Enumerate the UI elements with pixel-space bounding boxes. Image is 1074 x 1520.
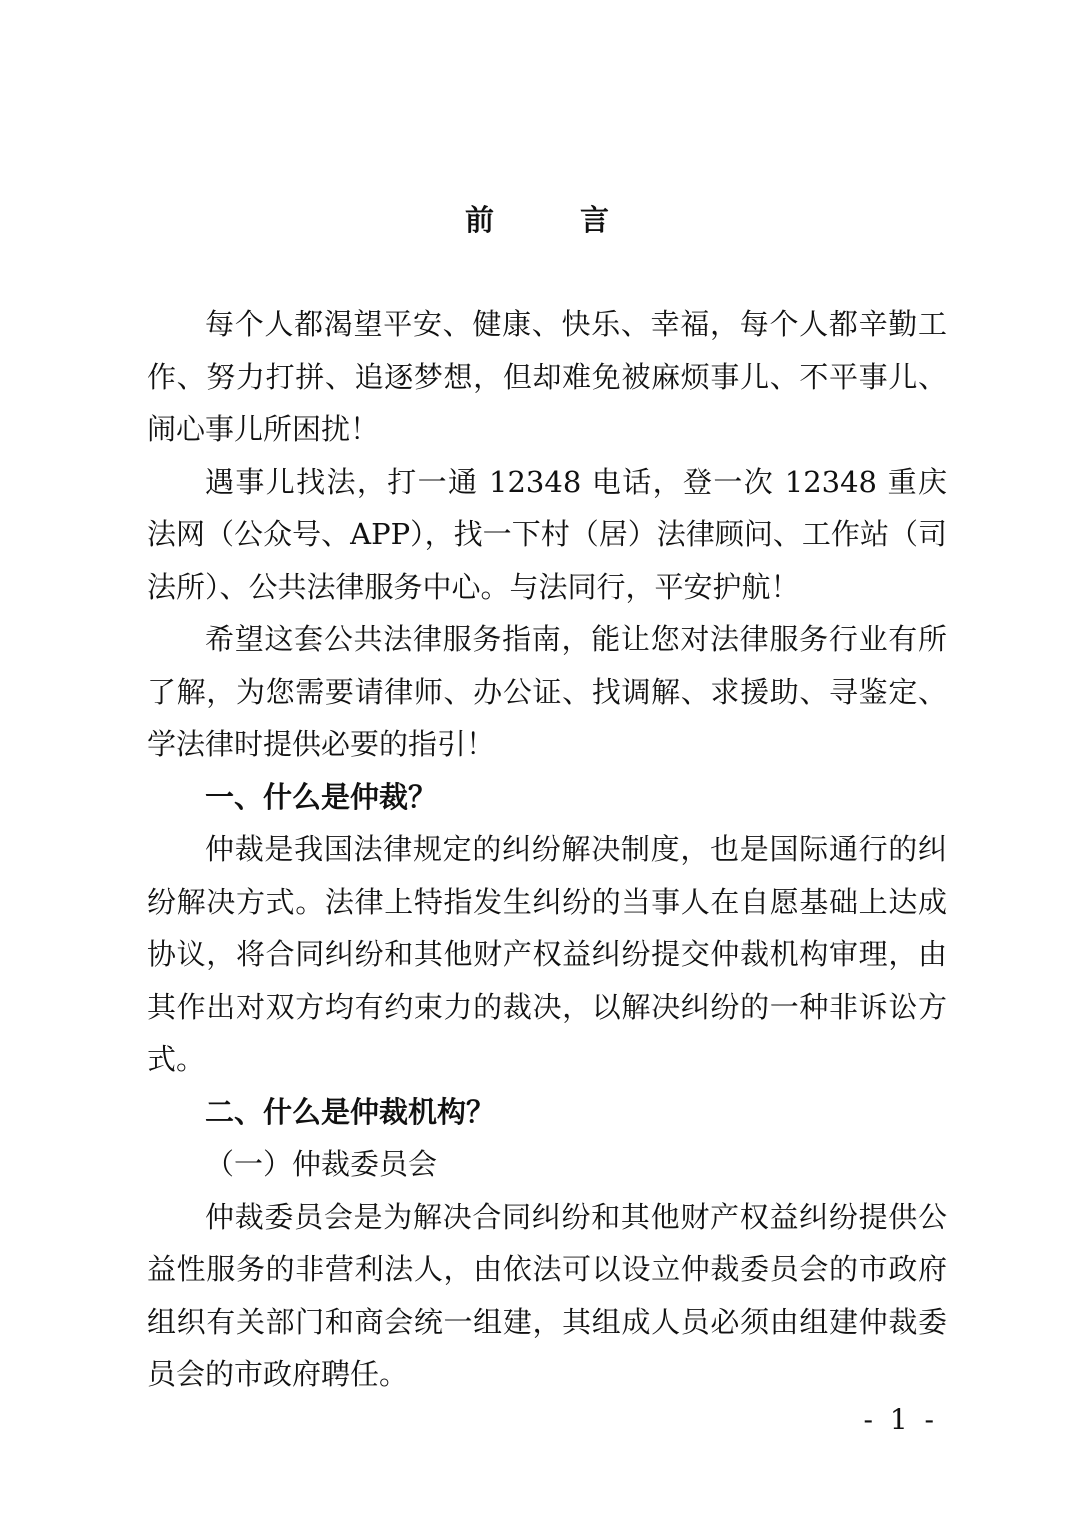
- section-heading-1: 一、什么是仲裁？: [205, 779, 438, 814]
- intro-paragraph-2: 遇事儿找法，打一通 12348 电话，登一次 12348 重庆法网（公众号、APP），找一下村（居）法律顾问、工作站（司法所）、公共法律服务中心。与法同行，平安护航！: [147, 464, 947, 604]
- intro-paragraph-3: 希望这套公共法律服务指南，能让您对法律服务行业有所了解，为您需要请律师、办公证、找调解、求援助、寻鉴定、学法律时提供必要的指引！: [147, 622, 947, 761]
- intro-paragraph-1: 每个人都渴望平安、健康、快乐、幸福，每个人都辛勤工作、努力打拼、追逐梦想，但却难免被麻烦事儿、不平事儿、闹心事儿所困扰！: [147, 307, 947, 446]
- section-heading-2: 二、什么是仲裁机构？: [205, 1094, 496, 1129]
- page-number: - 1 -: [863, 1403, 938, 1436]
- document-body: [147, 298, 947, 1401]
- section-1-paragraph: 仲裁是我国法律规定的纠纷解决制度，也是国际通行的纠纷解决方式。法律上特指发生纠纷的当事人在自愿基础上达成协议，将合同纠纷和其他财产权益纠纷提交仲裁机构审理，由其作出对双方均有约束力的裁决，以解决纠纷的一种非诉讼方式。: [147, 832, 947, 1076]
- subsection-1-paragraph: 仲裁委员会是为解决合同纠纷和其他财产权益纠纷提供公益性服务的非营利法人，由依法可以设立仲裁委员会的市政府组织有关部门和商会统一组建，其组成人员必须由组建仲裁委员会的市政府聘任。: [147, 1199, 947, 1391]
- page-title: 前 言: [464, 203, 648, 237]
- subsection-heading-1: （一）仲裁委员会: [205, 1147, 438, 1181]
